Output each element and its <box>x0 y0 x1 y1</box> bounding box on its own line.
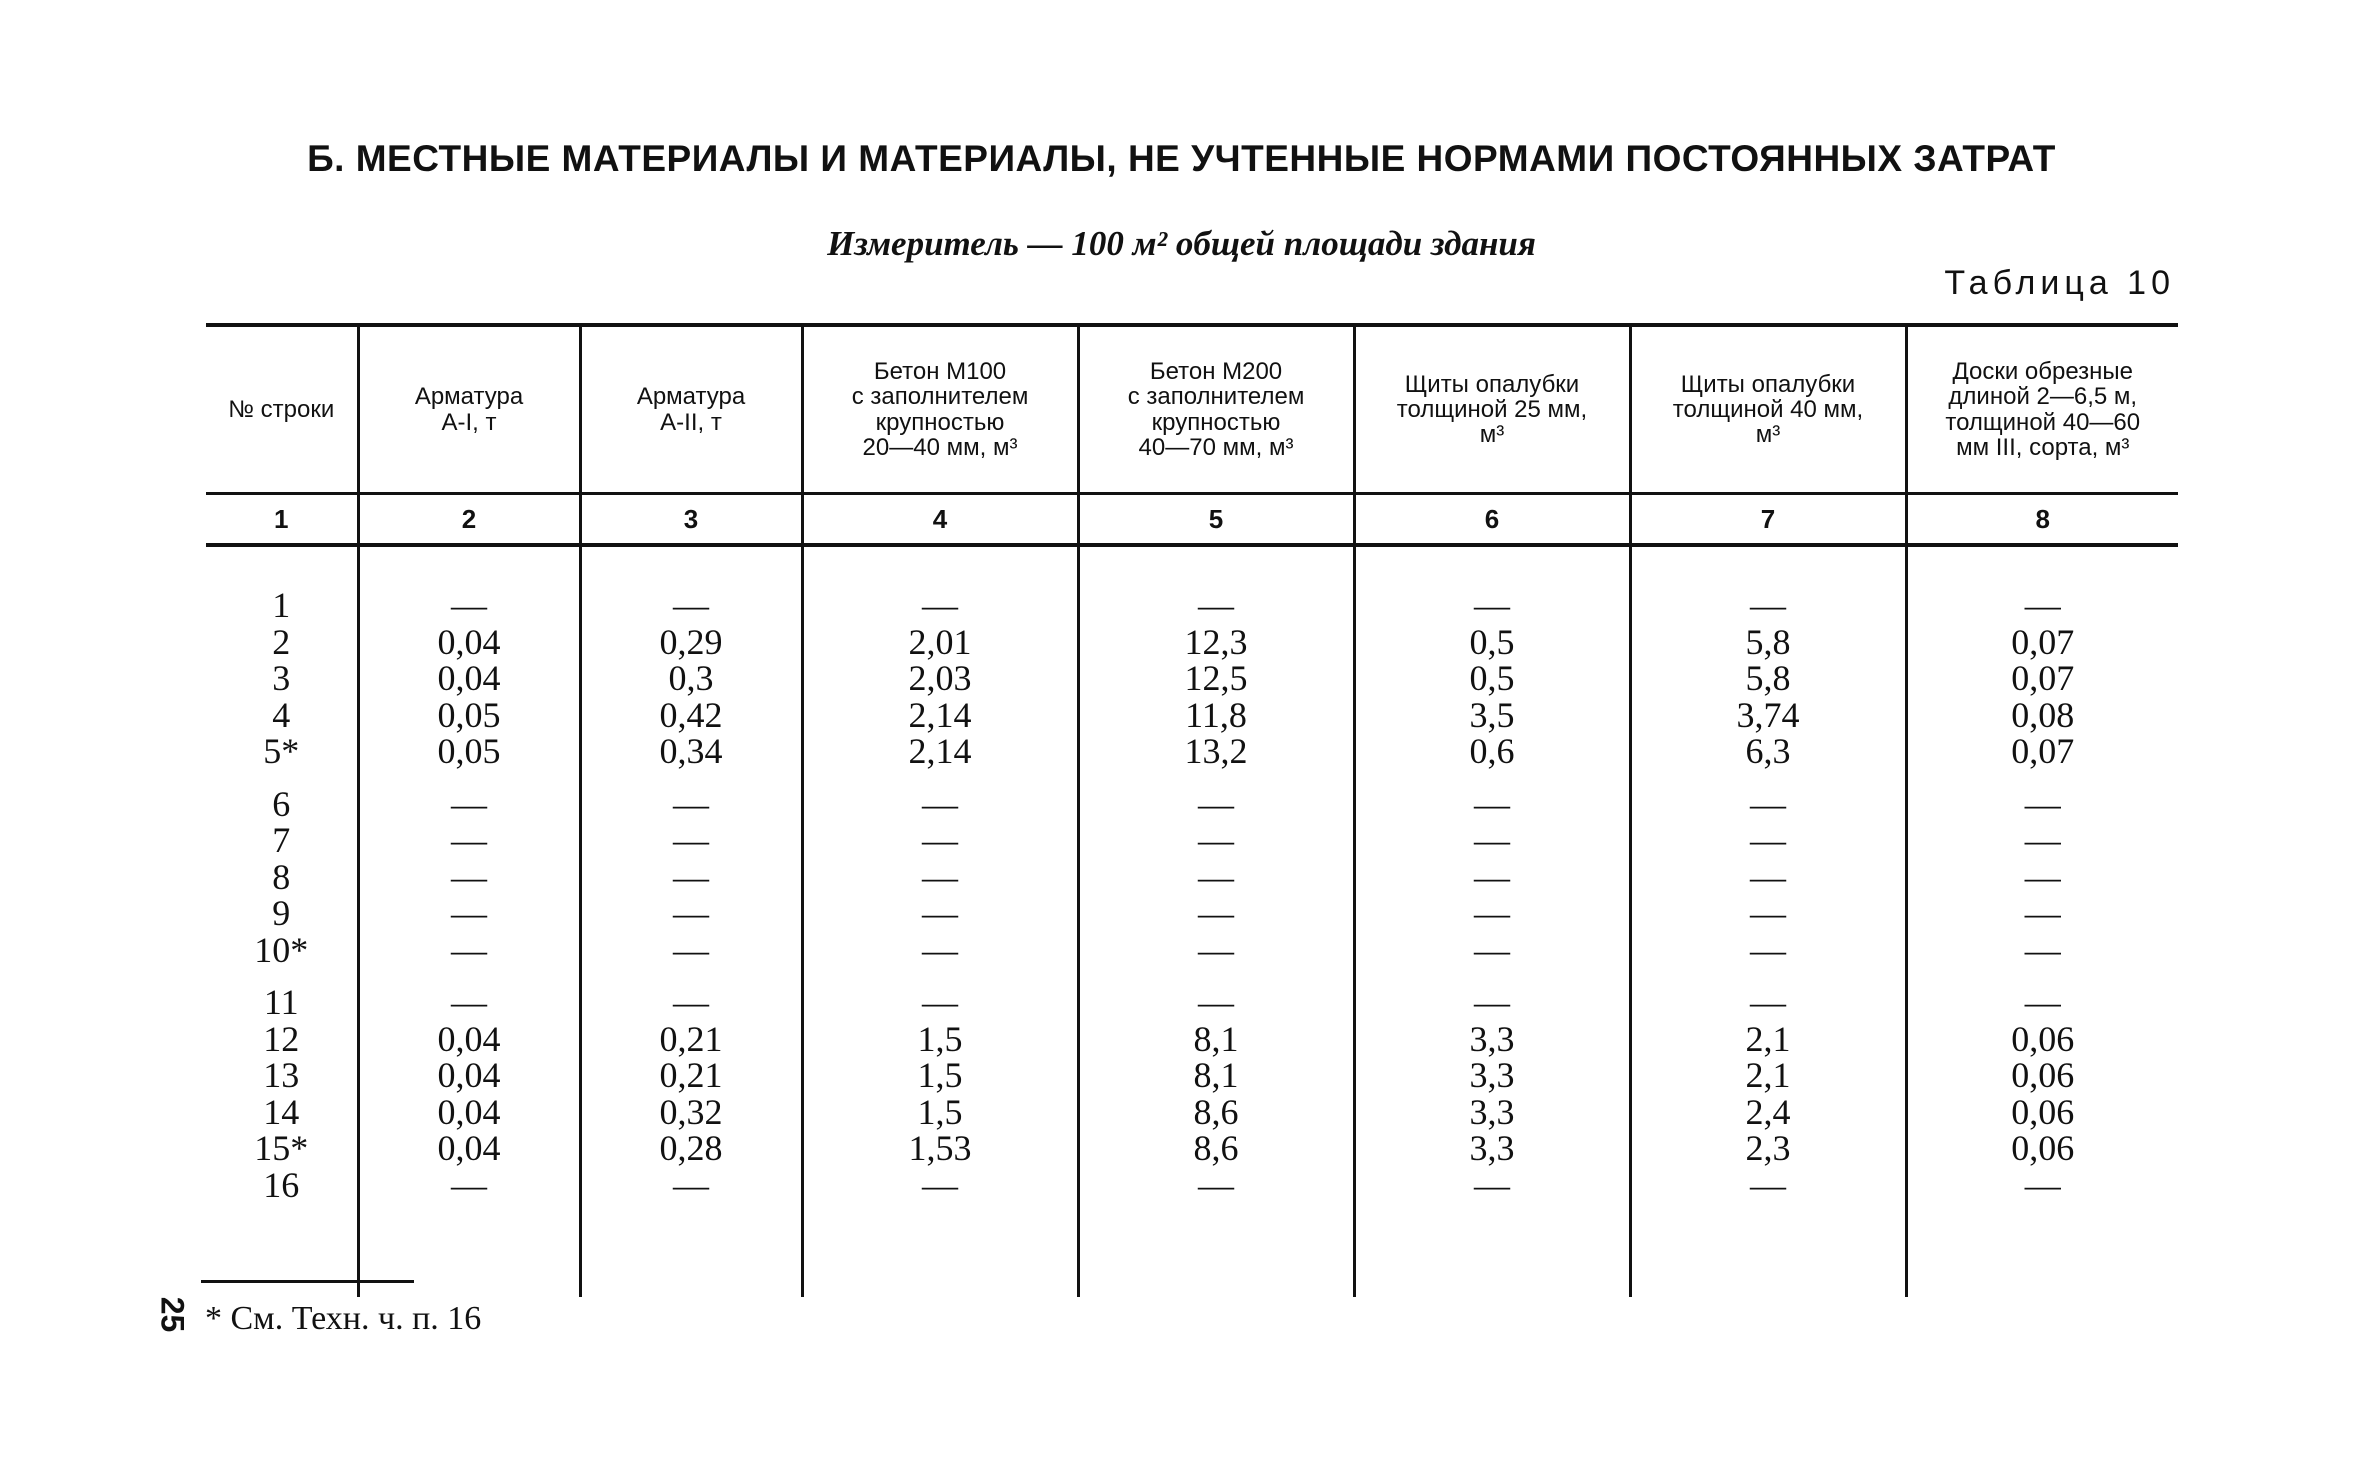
row-number: 10* <box>254 929 309 970</box>
table-cell: — <box>673 585 709 625</box>
row-number: 16 <box>263 1164 300 1205</box>
table-cell: 1,5 <box>917 1055 963 1095</box>
table-cell: — <box>2024 585 2061 625</box>
table-cell: 5,8 <box>1745 658 1791 698</box>
table-cell: 0,06 <box>2011 1055 2075 1095</box>
table-cell: 0,07 <box>2011 621 2075 662</box>
norms-table <box>206 323 2178 1297</box>
table-cell: 0,6 <box>1469 731 1515 771</box>
measure-line: Измеритель — 100 м² общей площади здания <box>827 224 1536 263</box>
row-number: 11 <box>263 982 299 1022</box>
row-number: 7 <box>272 820 291 860</box>
table-cell: — <box>922 929 958 970</box>
table-cell: — <box>1474 1164 1510 1205</box>
col-header-line: длиной 2—6,5 м, <box>1948 383 2138 411</box>
table-cell: 2,1 <box>1745 1018 1791 1059</box>
table-cell: 2,1 <box>1745 1055 1791 1095</box>
table-cell: 0,04 <box>437 1128 501 1168</box>
col-header <box>206 325 358 494</box>
table-cell: 3,3 <box>1469 1091 1515 1132</box>
table-cell: — <box>451 856 487 897</box>
table-cell: — <box>922 1164 958 1205</box>
col-number: 6 <box>1354 494 1630 546</box>
table-cell: — <box>1474 585 1510 625</box>
col-header-line: Щиты опалубки <box>1404 370 1580 398</box>
row-group <box>360 587 579 770</box>
table-cell: 0,29 <box>659 621 723 662</box>
table-cell: 0,5 <box>1469 658 1515 698</box>
row-group <box>804 984 1077 1203</box>
col-body <box>1630 545 1906 1297</box>
row-number: 2 <box>272 621 291 662</box>
table-cell: — <box>673 820 709 860</box>
row-number: 1 <box>272 585 291 625</box>
table-cell: — <box>1750 1164 1786 1205</box>
table-cell: — <box>2024 982 2061 1022</box>
table-cell: — <box>451 982 487 1022</box>
table-cell: 1,5 <box>917 1091 963 1132</box>
table-cell: 2,3 <box>1745 1128 1791 1168</box>
table-cell: — <box>1750 856 1786 897</box>
col-header-line: толщиной 40 мм, <box>1672 395 1864 423</box>
row-group <box>1080 984 1353 1203</box>
table-cell: 0,04 <box>437 1018 501 1059</box>
col-header-line: толщиной 25 мм, <box>1396 395 1588 423</box>
table-cell: — <box>673 893 709 933</box>
table-cell: — <box>1198 1164 1234 1205</box>
table-cell: — <box>1474 982 1510 1022</box>
col-header-line: Бетон М200 <box>1149 358 1283 386</box>
table-cell: 3,3 <box>1469 1128 1515 1168</box>
col-body <box>1078 545 1354 1297</box>
col-header-line: крупностью <box>875 408 1005 436</box>
table-cell: 8,6 <box>1193 1128 1239 1168</box>
table-cell: 0,06 <box>2011 1128 2075 1168</box>
col-number: 8 <box>1906 494 2178 546</box>
row-number: 14 <box>263 1091 300 1132</box>
table-cell: — <box>1474 893 1510 933</box>
table-cell: 0,34 <box>659 731 723 771</box>
table-cell: — <box>2024 783 2061 824</box>
table-cell: — <box>1198 783 1234 824</box>
table-cell: — <box>673 856 709 897</box>
table-cell: 0,06 <box>2011 1018 2075 1059</box>
table-cell: — <box>673 929 709 970</box>
table-cell: 13,2 <box>1184 731 1248 771</box>
table-cell: 0,08 <box>2011 694 2075 735</box>
row-group <box>206 587 357 770</box>
table-cell: — <box>922 783 958 824</box>
table-cell: — <box>451 929 487 970</box>
row-group <box>1080 587 1353 770</box>
table-cell: — <box>1198 585 1234 625</box>
row-group <box>804 587 1077 770</box>
table-cell: 0,5 <box>1469 621 1515 662</box>
table-cell: — <box>673 1164 709 1205</box>
table-cell: 8,1 <box>1193 1055 1239 1095</box>
col-body <box>1906 545 2178 1297</box>
table-cell: 2,14 <box>908 731 972 771</box>
row-group <box>1908 984 2179 1203</box>
table-cell: — <box>1750 929 1786 970</box>
section-title: Б. МЕСТНЫЕ МАТЕРИАЛЫ И МАТЕРИАЛЫ, НЕ УЧТЕННЫЕ НОРМАМИ ПОСТОЯННЫХ ЗАТРАТ <box>307 138 2056 179</box>
row-group <box>1356 984 1629 1203</box>
table-cell: 0,3 <box>668 658 714 698</box>
row-group <box>1632 783 1905 970</box>
table-cell: — <box>922 585 958 625</box>
row-number: 6 <box>272 783 291 824</box>
col-header <box>580 325 802 494</box>
table-cell: 0,07 <box>2011 731 2075 771</box>
table-cell: 0,07 <box>2011 658 2075 698</box>
col-header-line: мм III, сорта, м³ <box>1956 433 2130 461</box>
footnote-divider <box>201 1280 414 1283</box>
table-cell: — <box>1198 856 1234 897</box>
col-header-line: А-I, т <box>441 408 497 436</box>
table-cell: 8,6 <box>1193 1091 1239 1132</box>
table-cell: — <box>2024 856 2061 897</box>
table-cell: — <box>451 1164 487 1205</box>
col-header <box>1906 325 2178 494</box>
table-cell: 12,5 <box>1184 658 1248 698</box>
table-cell: 1,5 <box>917 1018 963 1059</box>
col-header-line: А-II, т <box>660 408 722 436</box>
col-header <box>802 325 1078 494</box>
table-cell: 0,21 <box>659 1055 723 1095</box>
row-number: 15* <box>254 1128 309 1168</box>
table-cell: 2,14 <box>908 694 972 735</box>
header-row <box>206 325 2178 494</box>
table-label: Таблица 10 <box>1944 264 2175 302</box>
column-number-row <box>206 494 2178 546</box>
table-cell: 2,03 <box>908 658 972 698</box>
col-header-line: Арматура <box>636 383 746 411</box>
col-header-line: 40—70 мм, м³ <box>1138 433 1294 461</box>
table-cell: 3,3 <box>1469 1055 1515 1095</box>
table-cell: 0,04 <box>437 1055 501 1095</box>
table-cell: — <box>922 820 958 860</box>
table-cell: 0,04 <box>437 1091 501 1132</box>
table-cell: 3,74 <box>1736 694 1800 735</box>
table-cell: — <box>451 893 487 933</box>
table-cell: 0,04 <box>437 621 501 662</box>
table-cell: — <box>1750 585 1786 625</box>
col-body <box>580 545 802 1297</box>
table-cell: — <box>1474 856 1510 897</box>
row-number: 5* <box>263 731 300 771</box>
table-cell: — <box>1474 929 1510 970</box>
row-group <box>1908 783 2179 970</box>
row-group <box>582 587 801 770</box>
col-number: 5 <box>1078 494 1354 546</box>
table-cell: — <box>2024 1164 2061 1205</box>
col-header-line: с заполнителем <box>1127 383 1305 411</box>
row-group <box>206 984 357 1203</box>
table-cell: — <box>451 820 487 860</box>
row-number: 4 <box>272 694 291 735</box>
row-group <box>804 783 1077 970</box>
table-cell: 0,05 <box>437 694 501 735</box>
row-group <box>1632 984 1905 1203</box>
table-cell: — <box>1750 783 1786 824</box>
table-cell: 5,8 <box>1745 621 1791 662</box>
col-number: 1 <box>206 494 358 546</box>
table-cell: 0,32 <box>659 1091 723 1132</box>
table-cell: — <box>2024 929 2061 970</box>
table-cell: 1,53 <box>908 1128 972 1168</box>
row-number: 13 <box>263 1055 300 1095</box>
table-cell: 2,01 <box>908 621 972 662</box>
col-header <box>1630 325 1906 494</box>
table-cell: — <box>451 783 487 824</box>
table-cell: — <box>1198 929 1234 970</box>
row-group <box>206 783 357 970</box>
row-number: 3 <box>272 658 291 698</box>
table-cell: — <box>1474 820 1510 860</box>
footnote: * См. Техн. ч. п. 16 <box>205 1300 482 1337</box>
table-cell: 0,28 <box>659 1128 723 1168</box>
col-number: 3 <box>580 494 802 546</box>
table-cell: — <box>673 783 709 824</box>
col-body <box>206 545 358 1297</box>
table-cell: 0,06 <box>2011 1091 2075 1132</box>
page-number: 25 <box>154 1296 191 1333</box>
col-header-line: крупностью <box>1151 408 1281 436</box>
row-number: 12 <box>263 1018 300 1059</box>
col-header-line: м³ <box>1479 421 1505 449</box>
row-group <box>360 984 579 1203</box>
col-header-line: № строки <box>228 395 335 423</box>
row-group <box>1080 783 1353 970</box>
row-group <box>1632 587 1905 770</box>
table-body <box>206 545 2178 1297</box>
row-group <box>582 984 801 1203</box>
row-number: 9 <box>272 893 291 933</box>
table-cell: — <box>1198 893 1234 933</box>
table-cell: — <box>1474 783 1510 824</box>
table-cell: 6,3 <box>1745 731 1791 771</box>
row-number: 8 <box>272 856 291 897</box>
col-body <box>358 545 580 1297</box>
table-cell: 0,05 <box>437 731 501 771</box>
table-cell: — <box>673 982 709 1022</box>
table-cell: 3,3 <box>1469 1018 1515 1059</box>
table-cell: — <box>1750 820 1786 860</box>
col-number: 4 <box>802 494 1078 546</box>
table-cell: 11,8 <box>1185 694 1247 735</box>
col-header-line: м³ <box>1755 421 1781 449</box>
col-number: 7 <box>1630 494 1906 546</box>
table-cell: — <box>2024 893 2061 933</box>
col-body <box>802 545 1078 1297</box>
table-cell: — <box>922 982 958 1022</box>
col-body <box>1354 545 1630 1297</box>
col-header <box>358 325 580 494</box>
col-header-line: Доски обрезные <box>1952 358 2134 386</box>
col-header <box>1078 325 1354 494</box>
row-group <box>582 783 801 970</box>
col-header-line: с заполнителем <box>851 383 1029 411</box>
col-header-line: толщиной 40—60 <box>1945 408 2141 436</box>
table-cell: 12,3 <box>1184 621 1248 662</box>
table-cell: 8,1 <box>1193 1018 1239 1059</box>
table-cell: 0,04 <box>437 658 501 698</box>
row-group <box>1356 587 1629 770</box>
col-number: 2 <box>358 494 580 546</box>
col-header-line: 20—40 мм, м³ <box>862 433 1018 461</box>
col-header-line: Бетон М100 <box>873 358 1007 386</box>
table-cell: — <box>1750 893 1786 933</box>
table-cell: — <box>922 856 958 897</box>
table-cell: 2,4 <box>1745 1091 1791 1132</box>
table-cell: — <box>2024 820 2061 860</box>
table-cell: — <box>451 585 487 625</box>
table-cell: 0,21 <box>659 1018 723 1059</box>
col-header <box>1354 325 1630 494</box>
row-group <box>1356 783 1629 970</box>
col-header-line: Арматура <box>414 383 524 411</box>
row-group <box>1908 587 2179 770</box>
table-cell: 0,42 <box>659 694 723 735</box>
row-group <box>360 783 579 970</box>
table-cell: — <box>1750 982 1786 1022</box>
table-cell: 3,5 <box>1469 694 1515 735</box>
table-cell: — <box>1198 820 1234 860</box>
col-header-line: Щиты опалубки <box>1680 370 1856 398</box>
table-cell: — <box>922 893 958 933</box>
table-cell: — <box>1198 982 1234 1022</box>
